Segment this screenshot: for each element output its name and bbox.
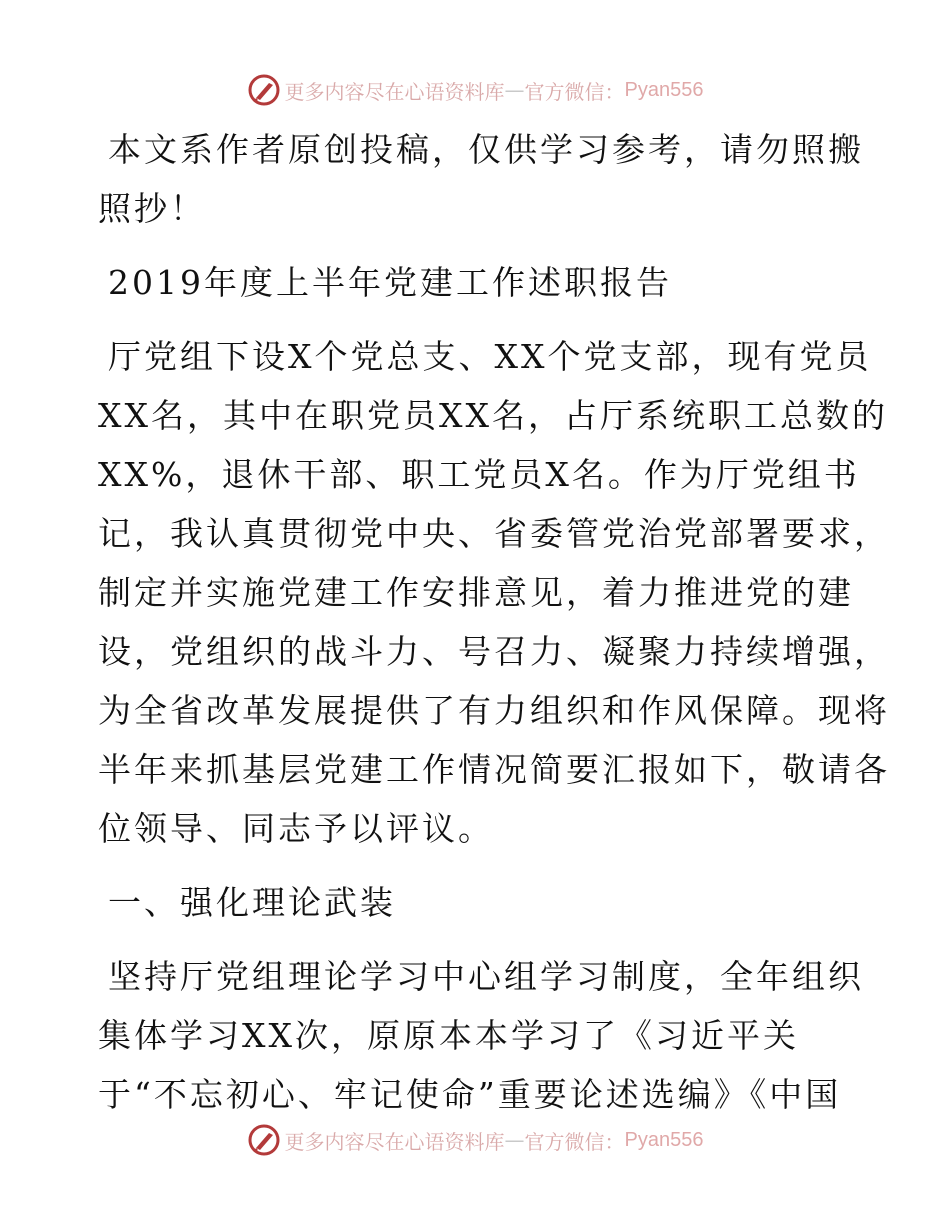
text-line: 位领导、同志予以评议。 (98, 809, 494, 848)
watermark-wechat-text: 官方微信： (524, 1129, 625, 1154)
watermark-wechat-id: Pyan556 (624, 1128, 704, 1151)
watermark-separator: — (504, 1128, 525, 1152)
section-paragraph (98, 947, 864, 1124)
text-line: 记，我认真贯彻党中央、省委管党治党部署要求， (98, 514, 890, 553)
text-line: 2019年度上半年党建工作述职报告 (108, 263, 672, 302)
watermark-wechat-text: 官方微信： (524, 79, 625, 104)
watermark-site-text: 更多内容尽在心语资料库 (284, 1129, 505, 1154)
watermark-header (0, 70, 950, 110)
text-line: 于“不忘初心、牢记使命”重要论述选编》《中国 (98, 1075, 842, 1114)
text-line: XX名，其中在职党员XX名，占厅系统职工总数的 (98, 396, 888, 435)
document-title (98, 253, 858, 312)
document-body (98, 120, 890, 1124)
watermark-site-text: 更多内容尽在心语资料库 (284, 79, 505, 104)
text-line: 集体学习XX次，原原本本学习了《习近平关 (98, 1016, 799, 1055)
text-line: 照抄！ (98, 189, 206, 228)
watermark-footer (0, 1120, 950, 1160)
text-line: 为全省改革发展提供了有力组织和作风保障。现将 (98, 691, 890, 730)
section-heading (98, 873, 858, 932)
intro-paragraph (98, 327, 890, 858)
text-line: 一、强化理论武装 (108, 883, 396, 922)
text-line: 制定并实施党建工作安排意见，着力推进党的建 (98, 573, 854, 612)
watermark-separator: — (504, 78, 525, 102)
text-line: 坚持厅党组理论学习中心组学习制度，全年组织 (108, 957, 864, 996)
text-line: 本文系作者原创投稿，仅供学习参考，请勿照搬 (108, 130, 864, 169)
notice-paragraph (98, 120, 864, 238)
text-line: 设，党组织的战斗力、号召力、凝聚力持续增强， (98, 632, 890, 671)
text-line: XX%，退休干部、职工党员X名。作为厅党组书 (98, 455, 860, 494)
watermark-wechat-id: Pyan556 (624, 78, 704, 101)
pen-circle-logo-icon (247, 73, 281, 107)
text-line: 半年来抓基层党建工作情况简要汇报如下，敬请各 (98, 750, 890, 789)
pen-circle-logo-icon (247, 1123, 281, 1157)
text-line: 厅党组下设X个党总支、XX个党支部，现有党员 (108, 337, 872, 376)
